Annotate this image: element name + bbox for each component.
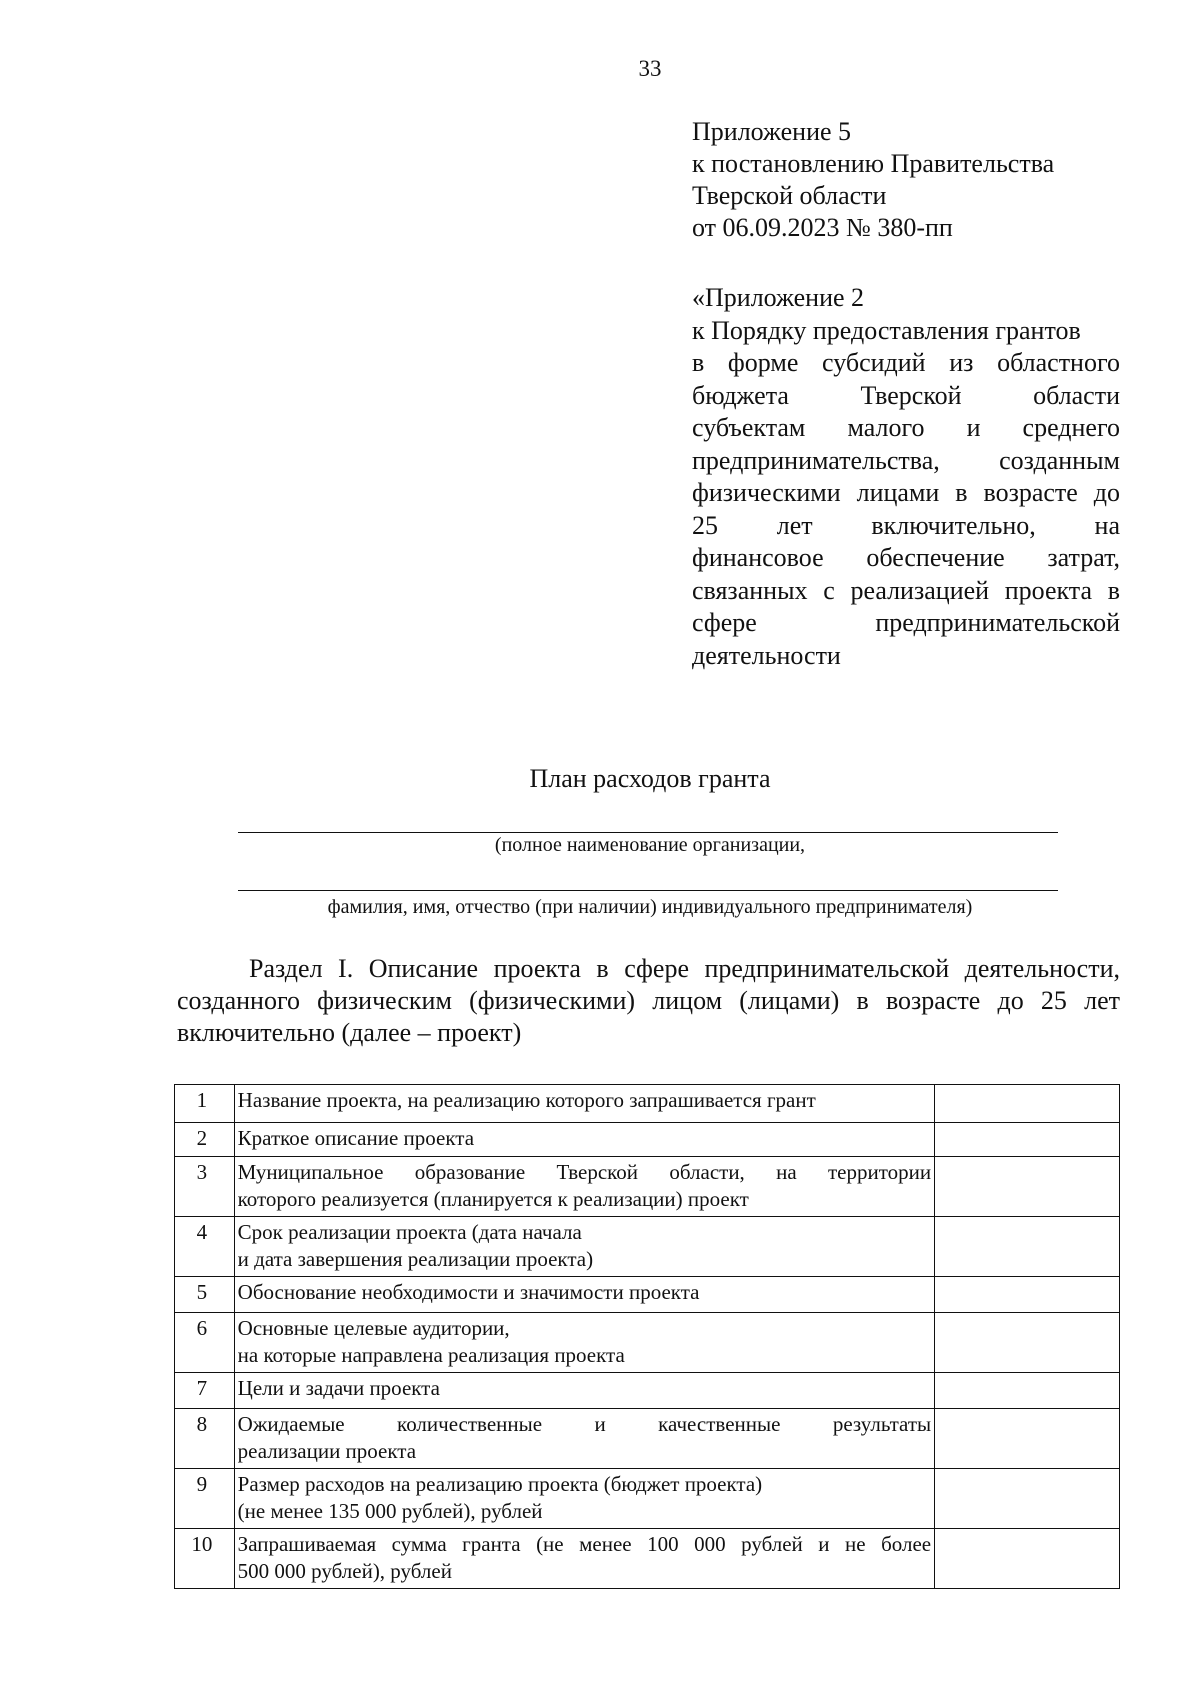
appendix-2-line: к Порядку предоставления грантов <box>692 315 1081 345</box>
row-label-line: 500 000 рублей), рублей <box>237 1559 452 1583</box>
project-description-table <box>174 1084 1120 1589</box>
appendix-2-line: сфере предпринимательской <box>692 608 1120 637</box>
row-label-line: и дата завершения реализации проекта) <box>237 1247 594 1271</box>
appendix-2-header <box>692 282 1120 672</box>
section-heading-line: включительно (далее – проект) <box>177 1018 522 1047</box>
row-label <box>234 1529 934 1589</box>
row-value-cell[interactable] <box>935 1409 1120 1469</box>
table-row <box>175 1529 1120 1589</box>
ip-name-caption: фамилия, имя, отчество (при наличии) индивидуального предпринимателя) <box>327 896 973 918</box>
row-number: 1 <box>175 1085 235 1123</box>
org-name-blank-line <box>238 832 1058 833</box>
appendix-2-line: финансовое обеспечение затрат, <box>692 543 1120 572</box>
appendix-2-line: «Приложение 2 <box>692 283 865 312</box>
row-number: 9 <box>175 1469 235 1529</box>
row-label <box>234 1085 934 1123</box>
plan-title: План расходов гранта <box>529 764 771 793</box>
row-value-cell[interactable] <box>935 1157 1120 1217</box>
row-number: 6 <box>175 1313 235 1373</box>
appendix-2-line: 25 лет включительно, на <box>692 510 1120 540</box>
row-label-line: на которые направлена реализация проекта <box>237 1343 625 1367</box>
section-heading-line: Раздел I. Описание проекта в сфере предпринимательской деятельности, <box>249 954 1120 983</box>
row-value-cell[interactable] <box>935 1085 1120 1123</box>
appendix-2-line: физическими лицами в возрасте до <box>692 478 1120 507</box>
table-row <box>175 1469 1120 1529</box>
row-label-line: Размер расходов на реализацию проекта (бюджет проекта) <box>237 1472 763 1496</box>
row-label <box>234 1217 934 1277</box>
row-number: 10 <box>175 1529 235 1589</box>
row-value-cell[interactable] <box>935 1469 1120 1529</box>
row-number: 7 <box>175 1373 235 1409</box>
appendix-5-header <box>692 116 1122 244</box>
row-label-line: Основные целевые аудитории, <box>237 1316 510 1340</box>
appendix-5-line: от 06.09.2023 № 380-пп <box>692 213 953 242</box>
row-label-line: Срок реализации проекта (дата начала <box>237 1220 582 1244</box>
row-label-line: Краткое описание проекта <box>237 1126 475 1150</box>
row-number: 4 <box>175 1217 235 1277</box>
row-label <box>234 1157 934 1217</box>
row-value-cell[interactable] <box>935 1123 1120 1157</box>
row-label-line: которого реализуется (планируется к реализации) проект <box>237 1187 749 1211</box>
table-row <box>175 1313 1120 1373</box>
row-value-cell[interactable] <box>935 1217 1120 1277</box>
row-label <box>234 1313 934 1373</box>
appendix-2-line: предпринимательства, созданным <box>692 445 1120 475</box>
table-row <box>175 1277 1120 1313</box>
row-label-line: Название проекта, на реализацию которого запрашивается грант <box>237 1088 816 1112</box>
table-row <box>175 1123 1120 1157</box>
appendix-5-line: к постановлению Правительства <box>692 149 1055 178</box>
row-value-cell[interactable] <box>935 1313 1120 1373</box>
row-value-cell[interactable] <box>935 1529 1120 1589</box>
row-label-line: Запрашиваемая сумма гранта (не менее 100 000 рублей и не более <box>237 1532 932 1556</box>
table-row <box>175 1373 1120 1409</box>
appendix-2-line: бюджета Тверской области <box>692 380 1120 410</box>
ip-name-blank-line <box>238 890 1058 891</box>
row-label-line: Обоснование необходимости и значимости проекта <box>237 1280 700 1304</box>
appendix-2-line: связанных с реализацией проекта в <box>692 575 1120 605</box>
row-label <box>234 1373 934 1409</box>
row-label <box>234 1409 934 1469</box>
appendix-2-line: деятельности <box>692 640 841 670</box>
page-number: 33 <box>638 56 662 81</box>
row-number: 3 <box>175 1157 235 1217</box>
appendix-2-line: в форме субсидий из областного <box>692 348 1120 377</box>
row-value-cell[interactable] <box>935 1277 1120 1313</box>
row-label <box>234 1277 934 1313</box>
section-heading-line: созданного физическим (физическими) лицом (лицами) в возрасте до 25 лет <box>177 986 1120 1015</box>
row-number: 8 <box>175 1409 235 1469</box>
row-label <box>234 1123 934 1157</box>
table-row <box>175 1217 1120 1277</box>
section-heading <box>177 953 1120 1049</box>
appendix-5-line: Приложение 5 <box>692 117 852 146</box>
row-label-line: Цели и задачи проекта <box>237 1376 440 1400</box>
appendix-2-line: субъектам малого и среднего <box>692 413 1120 442</box>
appendix-5-line: Тверской области <box>692 181 887 210</box>
row-label-line: реализации проекта <box>237 1439 417 1463</box>
table-row <box>175 1409 1120 1469</box>
row-label-line: (не менее 135 000 рублей), рублей <box>237 1499 543 1523</box>
row-label-line: Ожидаемые количественные и качественные результаты <box>237 1412 932 1436</box>
row-value-cell[interactable] <box>935 1373 1120 1409</box>
row-number: 5 <box>175 1277 235 1313</box>
table-row <box>175 1085 1120 1123</box>
org-name-caption: (полное наименование организации, <box>494 834 806 856</box>
row-number: 2 <box>175 1123 235 1157</box>
table-row <box>175 1157 1120 1217</box>
row-label-line: Муниципальное образование Тверской области, на территории <box>237 1160 932 1184</box>
row-label <box>234 1469 934 1529</box>
